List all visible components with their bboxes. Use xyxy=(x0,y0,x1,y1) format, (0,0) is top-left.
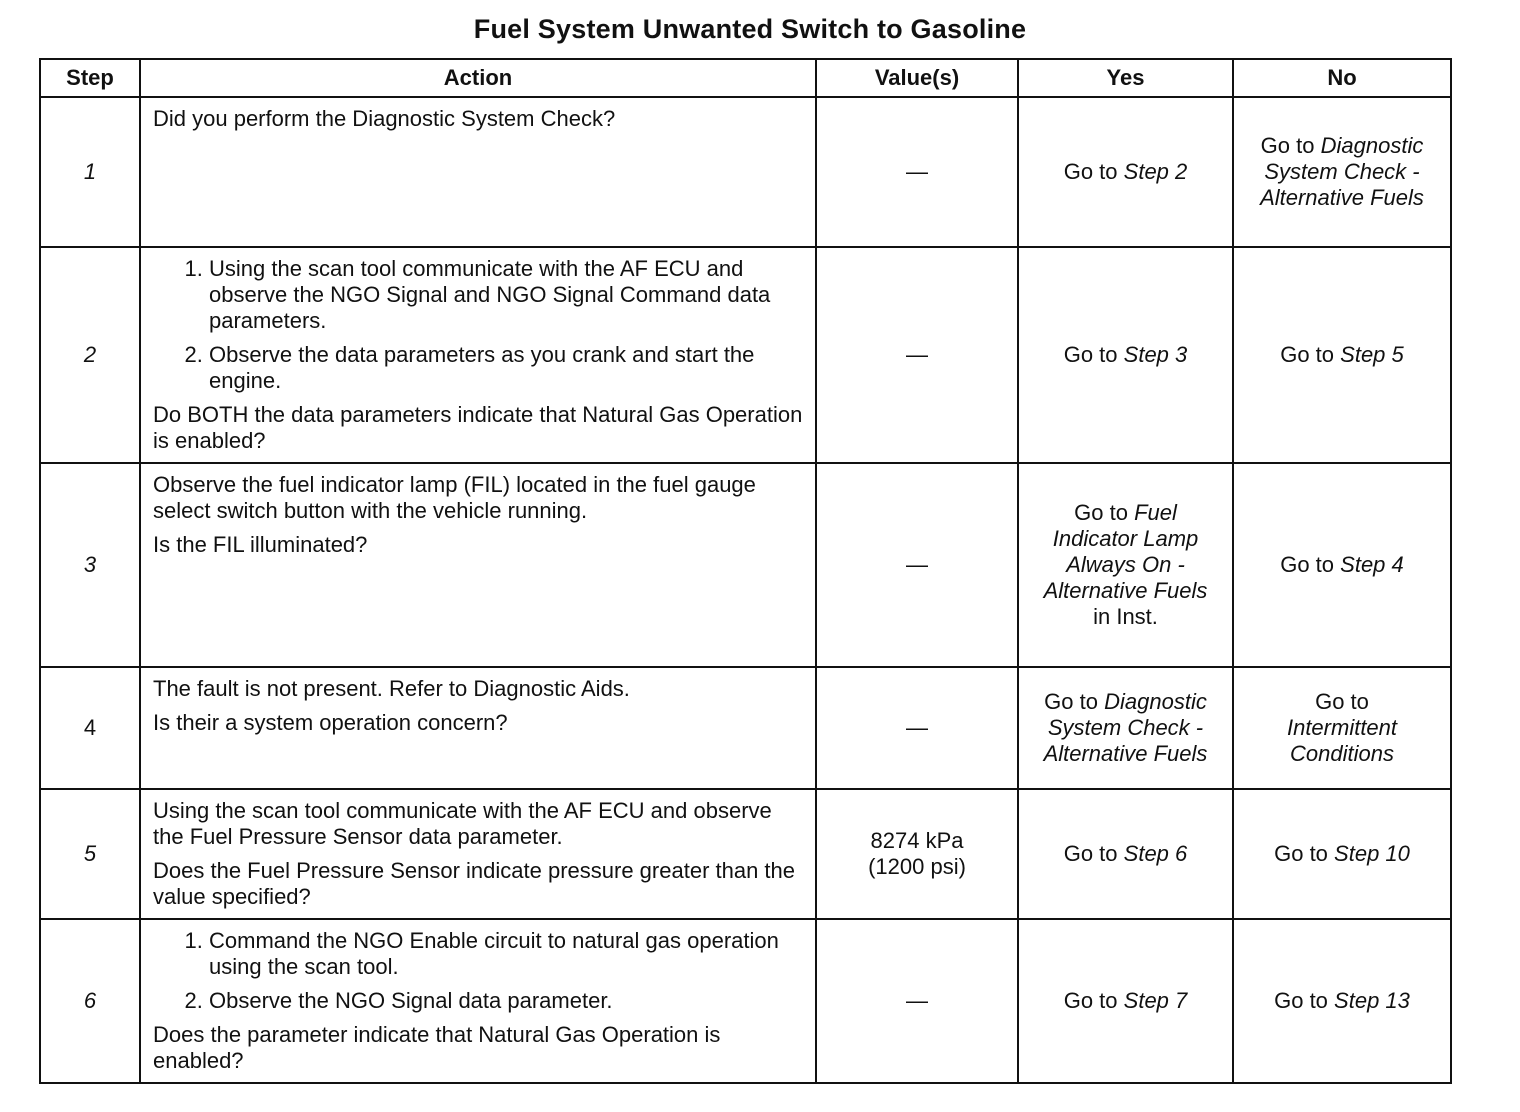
action-cell xyxy=(140,463,816,667)
yes-goto[interactable] xyxy=(1025,689,1226,767)
action-text: Using the scan tool communicate with the AF ECU and observe the Fuel Pressure Sensor data parameter. xyxy=(153,798,772,849)
no-cell xyxy=(1233,97,1451,247)
yes-cell xyxy=(1018,247,1233,463)
no-goto[interactable] xyxy=(1240,689,1444,767)
goto-prefix: Go to xyxy=(1063,159,1118,184)
action-step: 2. Observe the data parameters as you crank and start the engine. xyxy=(209,342,803,394)
yes-goto[interactable] xyxy=(1025,988,1226,1014)
yes-goto[interactable] xyxy=(1025,342,1226,368)
value-cell: — xyxy=(816,247,1018,463)
goto-ref: Diagnostic xyxy=(1320,133,1424,158)
no-goto[interactable] xyxy=(1240,133,1444,211)
yes-cell xyxy=(1018,919,1233,1083)
action-question: Does the Fuel Pressure Sensor indicate pressure greater than the value specified? xyxy=(153,858,796,909)
goto-prefix: Go to xyxy=(1280,552,1335,577)
page-title: Fuel System Unwanted Switch to Gasoline xyxy=(473,14,1027,44)
action-steps xyxy=(153,928,803,1014)
header-yes: Yes xyxy=(1018,59,1233,97)
goto-ref: Alternative Fuels xyxy=(1043,578,1208,603)
value-cell: — xyxy=(816,463,1018,667)
header-values: Value(s) xyxy=(816,59,1018,97)
action-question: Do BOTH the data parameters indicate that Natural Gas Operation is enabled? xyxy=(153,402,803,453)
goto-ref: Fuel xyxy=(1134,500,1177,525)
step-number: 5 xyxy=(40,789,140,919)
action-step: 2. Observe the NGO Signal data parameter. xyxy=(209,988,803,1014)
yes-goto[interactable] xyxy=(1025,159,1226,185)
action-step: 1. Using the scan tool communicate with the AF ECU and observe the NGO Signal and NGO Signal Command data parameters. xyxy=(209,256,803,334)
yes-cell xyxy=(1018,667,1233,789)
step-number: 2 xyxy=(40,247,140,463)
action-cell xyxy=(140,789,816,919)
action-cell xyxy=(140,247,816,463)
goto-ref: Alternative Fuels xyxy=(1043,741,1208,766)
action-question: Is their a system operation concern? xyxy=(153,710,508,735)
table-row xyxy=(40,919,1451,1083)
no-cell xyxy=(1233,667,1451,789)
table-row xyxy=(40,463,1451,667)
step-number: 1 xyxy=(40,97,140,247)
no-goto[interactable] xyxy=(1240,841,1444,867)
no-cell xyxy=(1233,247,1451,463)
action-cell xyxy=(140,97,816,247)
no-cell xyxy=(1233,919,1451,1083)
value-kpa: 8274 kPa xyxy=(870,828,964,853)
goto-prefix: Go to xyxy=(1260,133,1315,158)
value-cell: — xyxy=(816,667,1018,789)
diagnostic-table xyxy=(39,58,1452,1084)
yes-cell xyxy=(1018,463,1233,667)
action-cell xyxy=(140,919,816,1083)
action-cell xyxy=(140,667,816,789)
header-step: Step xyxy=(40,59,140,97)
goto-suffix: in Inst. xyxy=(1093,604,1158,629)
yes-goto[interactable] xyxy=(1025,841,1226,867)
yes-goto[interactable] xyxy=(1025,500,1226,630)
goto-ref: System Check - xyxy=(1264,159,1420,184)
step-number: 6 xyxy=(40,919,140,1083)
value-cell: — xyxy=(816,97,1018,247)
header-action: Action xyxy=(140,59,816,97)
action-question: Is the FIL illuminated? xyxy=(153,532,368,557)
goto-ref: Step 10 xyxy=(1334,841,1410,866)
step-number: 3 xyxy=(40,463,140,667)
no-cell xyxy=(1233,463,1451,667)
goto-prefix: Go to xyxy=(1315,689,1369,714)
goto-prefix: Go to xyxy=(1274,841,1328,866)
goto-prefix: Go to xyxy=(1063,841,1118,866)
goto-prefix: Go to xyxy=(1074,500,1128,525)
goto-ref: Conditions xyxy=(1290,741,1394,766)
goto-ref: Step 13 xyxy=(1334,988,1410,1013)
no-cell xyxy=(1233,789,1451,919)
goto-ref: Step 3 xyxy=(1123,342,1188,367)
table-row xyxy=(40,789,1451,919)
table-row xyxy=(40,667,1451,789)
goto-ref: Step 5 xyxy=(1340,342,1404,367)
goto-ref: Alternative Fuels xyxy=(1260,185,1424,210)
action-steps xyxy=(153,256,803,394)
step-number: 4 xyxy=(40,667,140,789)
goto-ref: Intermittent xyxy=(1286,715,1398,740)
goto-prefix: Go to xyxy=(1280,342,1335,367)
goto-ref: Indicator Lamp xyxy=(1052,526,1199,551)
action-text: Observe the fuel indicator lamp (FIL) located in the fuel gauge select switch button with the vehicle running. xyxy=(153,472,756,523)
yes-cell xyxy=(1018,789,1233,919)
goto-ref: Step 7 xyxy=(1123,988,1188,1013)
goto-prefix: Go to xyxy=(1063,988,1118,1013)
goto-ref: Always On - xyxy=(1066,552,1185,577)
goto-ref: Step 4 xyxy=(1340,552,1404,577)
action-text: The fault is not present. Refer to Diagnostic Aids. xyxy=(153,676,630,701)
no-goto[interactable] xyxy=(1240,552,1444,578)
action-question: Does the parameter indicate that Natural Gas Operation is enabled? xyxy=(153,1022,721,1073)
no-goto[interactable] xyxy=(1240,988,1444,1014)
action-question: Did you perform the Diagnostic System Check? xyxy=(153,106,616,131)
header-no: No xyxy=(1233,59,1451,97)
goto-prefix: Go to xyxy=(1063,342,1118,367)
goto-ref: Step 2 xyxy=(1123,159,1188,184)
goto-prefix: Go to xyxy=(1274,988,1328,1013)
goto-ref: Step 6 xyxy=(1123,841,1188,866)
header-row xyxy=(40,59,1451,97)
action-step: 1. Command the NGO Enable circuit to natural gas operation using the scan tool. xyxy=(209,928,803,980)
table-row xyxy=(40,97,1451,247)
goto-ref: Diagnostic xyxy=(1104,689,1207,714)
value-cell xyxy=(816,789,1018,919)
table-row xyxy=(40,247,1451,463)
no-goto[interactable] xyxy=(1240,342,1444,368)
yes-cell xyxy=(1018,97,1233,247)
goto-prefix: Go to xyxy=(1044,689,1098,714)
goto-ref: System Check - xyxy=(1047,715,1204,740)
value-cell: — xyxy=(816,919,1018,1083)
value-psi: (1200 psi) xyxy=(868,854,966,879)
